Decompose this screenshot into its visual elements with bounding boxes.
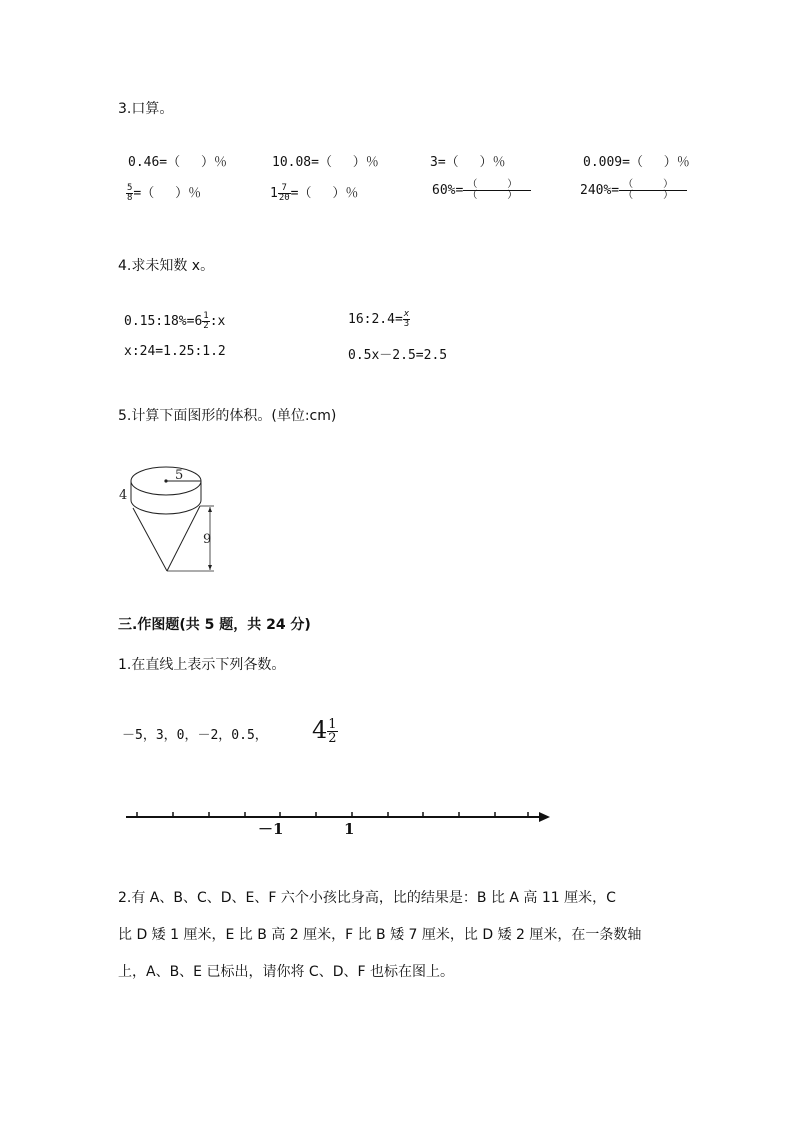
q2-line-2: 比 D 矮 1 厘米，E 比 B 高 2 厘米，F 比 B 矮 7 厘米，比 D 矮 2 厘米，在一条数轴 xyxy=(118,927,642,943)
cone-right-edge xyxy=(167,506,200,571)
section4-title: 4.求未知数 x。 xyxy=(118,258,215,274)
axis-label-neg1: －1 xyxy=(258,820,284,838)
q2-line-1: 2.有 A、B、C、D、E、F 六个小孩比身高，比的结果是：B 比 A 高 11 厘米，C xyxy=(118,890,616,906)
cylinder-height-label: 4 xyxy=(119,488,128,503)
calc-item-5: $\frac{5}{8}$ =（ ）％ xyxy=(127,183,202,203)
cylinder-cone-figure xyxy=(110,450,230,580)
section5-title: 5.计算下面图形的体积。(单位:cm) xyxy=(118,408,337,424)
q1-mixed-number: 4 $\frac{1}{2}$ xyxy=(312,716,337,746)
calc-item-6: 1 $\frac{7}{20}$ =（ ）％ xyxy=(270,183,359,203)
cone-height-label: 9 xyxy=(203,532,212,547)
calc-item-4: 0.009=（ ）％ xyxy=(583,155,690,170)
equation-1: 0.15:18%=6 $\frac{1}{2}$ :x xyxy=(124,311,226,331)
arrow-down-icon xyxy=(208,565,212,570)
fraction-7-20: $\frac{7}{20}$ xyxy=(278,183,290,203)
radius-label: 5 xyxy=(175,468,184,483)
blank-fraction: $\frac{( )}{( )}$ xyxy=(619,180,687,201)
part3-heading: 三.作图题(共 5 题，共 24 分) xyxy=(118,617,311,633)
fraction-1-2: $\frac{1}{2}$ xyxy=(203,311,209,331)
arrow-right-icon xyxy=(539,812,550,822)
fraction-5-8: $\frac{5}{8}$ xyxy=(127,183,133,203)
calc-item-2: 10.08=（ ）％ xyxy=(272,155,379,170)
fraction-x-3: $\frac{x}{3}$ xyxy=(403,309,410,329)
equation-3: x:24=1.25:1.2 xyxy=(124,344,226,359)
q2-line-3: 上，A、B、E 已标出，请你将 C、D、F 也标在图上。 xyxy=(118,964,454,980)
calc-item-3: 3=（ ）％ xyxy=(430,155,506,170)
calc-item-1: 0.46=（ ）％ xyxy=(128,155,227,170)
equation-2: 16:2.4= $\frac{x}{3}$ xyxy=(348,309,410,329)
cylinder-bottom xyxy=(131,500,201,514)
section3-title: 3.口算。 xyxy=(118,101,174,117)
axis-label-1: 1 xyxy=(344,820,355,838)
q1-title: 1.在直线上表示下列各数。 xyxy=(118,657,286,673)
calc-item-7: 60%= $\frac{( )}{( )}$ xyxy=(432,180,531,201)
fraction-1-2: $\frac{1}{2}$ xyxy=(328,717,337,746)
q1-numbers: －5，3，0，－2，0.5， xyxy=(122,728,268,743)
cone-left-edge xyxy=(133,508,167,571)
blank-fraction: $\frac{( )}{( )}$ xyxy=(463,180,531,201)
calc-item-8: 240%= $\frac{( )}{( )}$ xyxy=(580,180,687,201)
equation-4: 0.5x－2.5=2.5 xyxy=(348,348,448,363)
number-line xyxy=(120,800,560,840)
arrow-up-icon xyxy=(208,507,212,512)
